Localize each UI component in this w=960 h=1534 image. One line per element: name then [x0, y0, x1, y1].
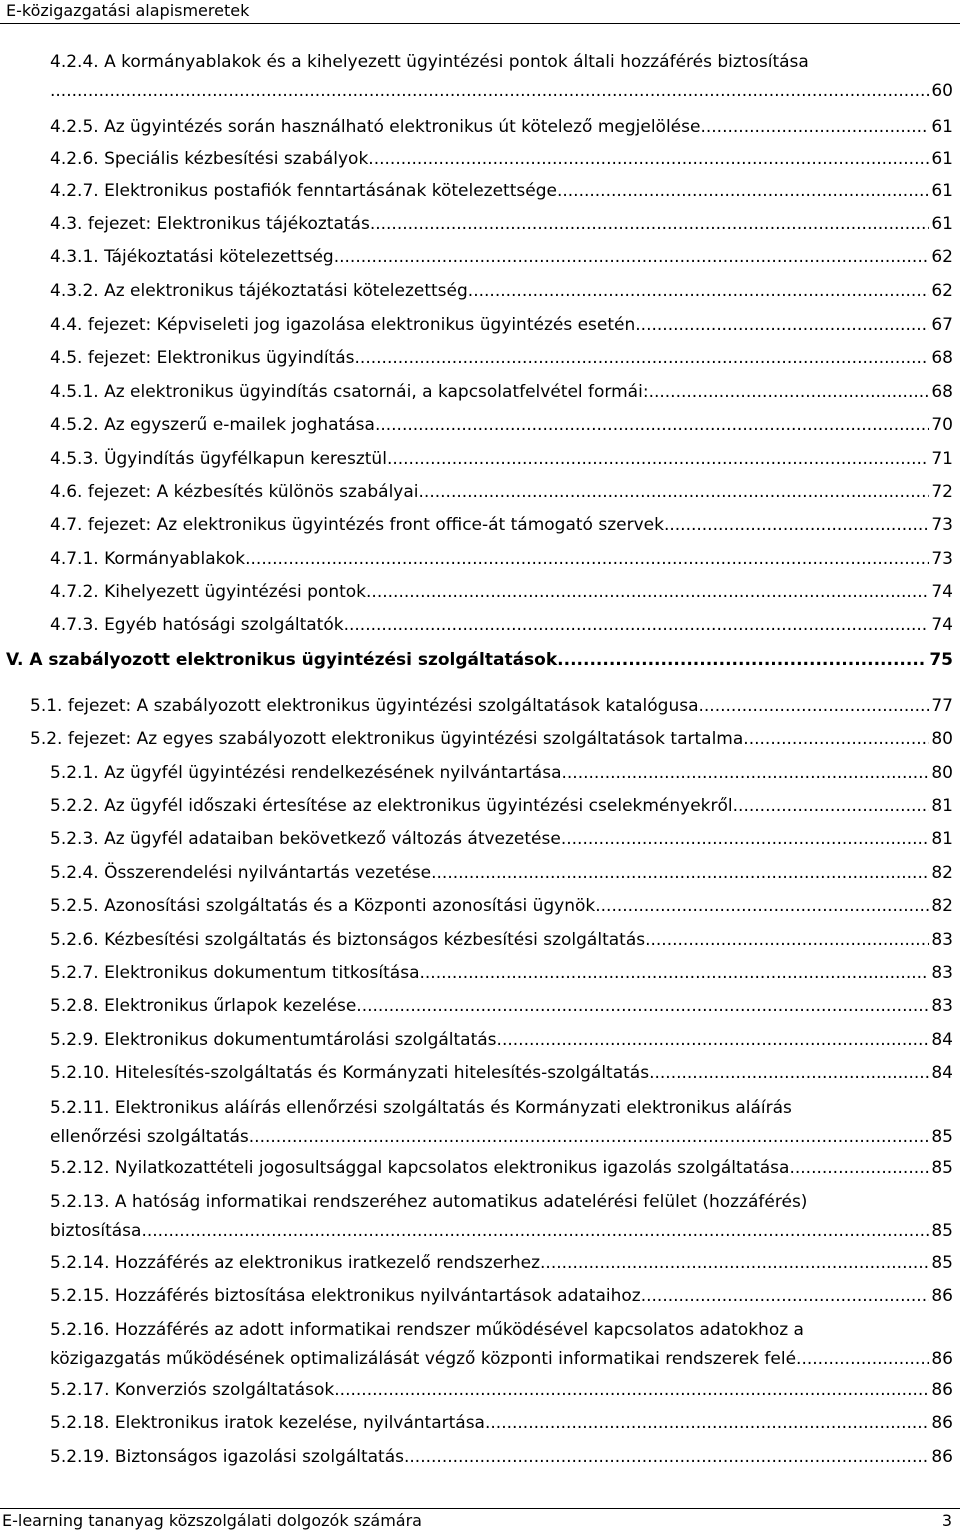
toc-leader: [562, 757, 930, 790]
toc-entry-title: 5.2.7. Elektronikus dokumentum titkosítása: [50, 963, 420, 983]
toc-entry[interactable]: [50, 543, 953, 576]
toc-entry-page: 75: [929, 650, 953, 670]
toc-entry[interactable]: [50, 143, 953, 176]
running-footer: [0, 1508, 960, 1534]
toc-entry-page: 60: [931, 81, 953, 101]
toc-entry[interactable]: [30, 723, 953, 756]
toc-leader: [419, 476, 930, 509]
toc-entry[interactable]: [50, 309, 953, 342]
toc-entry-title: 5.2.1. Az ügyfél ügyintézési rendelkezésének nyilvántartása: [50, 763, 562, 783]
toc-leader: [557, 175, 929, 208]
toc-entry-title-continued: közigazgatás működésének optimalizálását végző központi informatikai rendszerek felé: [50, 1349, 797, 1369]
toc-leader: [789, 1152, 929, 1185]
toc-entry[interactable]: [50, 275, 953, 308]
toc-leader: [375, 409, 929, 442]
toc-entry[interactable]: [50, 1441, 953, 1474]
toc-entry-page: 82: [931, 863, 953, 883]
toc-entry[interactable]: [50, 990, 953, 1023]
toc-entry-title: 5.2.8. Elektronikus űrlapok kezelése: [50, 996, 357, 1016]
toc-leader: [699, 690, 930, 723]
toc-entry-title: 4.4. fejezet: Képviseleti jog igazolása elektronikus ügyintézés esetén: [50, 315, 636, 335]
toc-entry-page: 85: [931, 1253, 953, 1273]
toc-entry-title: 5.2. fejezet: Az egyes szabályozott elektronikus ügyintézési szolgáltatások tartalma: [30, 729, 744, 749]
toc-entry-page: 86: [931, 1349, 953, 1369]
toc-entry-page: 83: [931, 996, 953, 1016]
toc-entry-title: 5.2.12. Nyilatkozattételi jogosultsággal kapcsolatos elektronikus igazolás szolgáltatása: [50, 1158, 790, 1178]
toc-entry[interactable]: [50, 790, 953, 823]
toc-entry-page: 85: [931, 1158, 953, 1178]
toc-entry-title-continued: ellenőrzési szolgáltatás: [50, 1127, 249, 1147]
toc-entry-page: 81: [931, 796, 953, 816]
toc-entry-page: 62: [931, 247, 953, 267]
toc-entry[interactable]: [50, 376, 953, 409]
toc-entry-title: 5.2.16. Hozzáférés az adott informatikai rendszer működésével kapcsolatos adatokhoz a: [50, 1320, 804, 1340]
toc-entry-title: 5.2.14. Hozzáférés az elektronikus iratkezelő rendszerhez: [50, 1253, 541, 1273]
toc-entry[interactable]: [50, 241, 953, 274]
toc-entry[interactable]: [50, 1280, 953, 1313]
toc-entry-title-continued: biztosítása: [50, 1221, 142, 1241]
toc-entry-page: 61: [931, 149, 953, 169]
toc-entry-title: 4.7. fejezet: Az elektronikus ügyintézés front office-át támogató szervek: [50, 515, 664, 535]
toc-entry-page: 84: [931, 1030, 953, 1050]
toc-entry-title: 4.5.1. Az elektronikus ügyindítás csatornái, a kapcsolatfelvétel formái:: [50, 382, 649, 402]
toc-entry-page: 84: [931, 1063, 953, 1083]
toc-entry-title: 5.2.17. Konverziós szolgáltatások: [50, 1380, 335, 1400]
toc-entry-title: 4.5.3. Ügyindítás ügyfélkapun keresztül: [50, 449, 387, 469]
toc-entry[interactable]: [50, 1316, 953, 1374]
toc-entry[interactable]: [50, 924, 953, 957]
page-number: 3: [941, 1511, 952, 1530]
toc-entry[interactable]: [50, 342, 953, 375]
toc-leader: [649, 1057, 929, 1090]
toc-entry-page: 86: [931, 1413, 953, 1433]
toc-entry-page: 74: [931, 582, 953, 602]
toc-entry-title: 5.2.2. Az ügyfél időszaki értesítése az elektronikus ügyintézési cselekményekről: [50, 796, 733, 816]
toc-leader: [540, 1247, 929, 1280]
toc-leader: [557, 644, 927, 677]
toc-entry[interactable]: [50, 48, 953, 106]
toc-entry-page: 85: [931, 1127, 953, 1147]
toc-entry-page: 68: [931, 348, 953, 368]
toc-entry[interactable]: [50, 857, 953, 890]
toc-leader: [387, 443, 929, 476]
toc-entry-title: 5.2.18. Elektronikus iratok kezelése, nyilvántartása: [50, 1413, 485, 1433]
toc-entry-page: 74: [931, 615, 953, 635]
toc-entry-title: 4.6. fejezet: A kézbesítés különös szabályai: [50, 482, 419, 502]
toc-leader: [595, 890, 929, 923]
toc-entry[interactable]: [50, 409, 953, 442]
toc-entry-page: 62: [931, 281, 953, 301]
toc-leader: [645, 924, 929, 957]
toc-entry[interactable]: [50, 509, 953, 542]
header-title: E-közigazgatási alapismeretek: [6, 1, 250, 20]
toc-entry-title: 4.7.2. Kihelyezett ügyintézési pontok: [50, 582, 367, 602]
toc-entry-page: 86: [931, 1380, 953, 1400]
toc-entry[interactable]: [50, 111, 953, 144]
toc-leader: [468, 275, 930, 308]
toc-leader: [370, 208, 930, 241]
toc-entry-page: 61: [931, 117, 953, 137]
toc-entry-title: 5.2.6. Kézbesítési szolgáltatás és biztonságos kézbesítési szolgáltatás: [50, 930, 646, 950]
toc-leader: [664, 509, 929, 542]
toc-leader: [635, 309, 929, 342]
toc-part-heading[interactable]: [6, 644, 953, 677]
toc-entry-title: 4.2.4. A kormányablakok és a kihelyezett ügyintézési pontok általi hozzáférés biztosítása: [50, 52, 809, 72]
toc-entry-title: 5.2.11. Elektronikus aláírás ellenőrzési szolgáltatás és Kormányzati elektronikus aláírás: [50, 1098, 792, 1118]
toc-entry[interactable]: [50, 476, 953, 509]
toc-leader: [431, 857, 929, 890]
toc-entry-page: 71: [931, 449, 953, 469]
toc-entry-title: 4.5.2. Az egyszerű e-mailek joghatása: [50, 415, 375, 435]
toc-entry[interactable]: [50, 1188, 953, 1246]
toc-leader: [419, 957, 929, 990]
toc-entry[interactable]: [50, 1094, 953, 1152]
toc-entry[interactable]: [50, 1057, 953, 1090]
toc-leader: [743, 723, 929, 756]
toc-entry-title: 4.7.1. Kormányablakok: [50, 549, 246, 569]
toc-entry-title: V. A szabályozott elektronikus ügyintézési szolgáltatások: [6, 650, 558, 670]
toc-entry-page: 72: [931, 482, 953, 502]
toc-entry-title: 5.2.19. Biztonságos igazolási szolgáltatás: [50, 1447, 404, 1467]
toc-leader: [368, 143, 929, 176]
toc-leader: [733, 790, 930, 823]
toc-leader: [245, 543, 929, 576]
toc-leader: [249, 1123, 930, 1152]
toc-entry-page: 80: [931, 763, 953, 783]
toc-entry-page: 73: [931, 515, 953, 535]
toc-leader: [334, 241, 930, 274]
toc-leader: [356, 990, 929, 1023]
toc-entry[interactable]: [30, 690, 953, 723]
toc-leader: [366, 576, 929, 609]
toc-leader: [641, 1280, 930, 1313]
toc-entry[interactable]: [50, 757, 953, 790]
toc-entry-title: 4.2.7. Elektronikus postafiók fenntartásának kötelezettsége: [50, 181, 557, 201]
toc-entry-title: 5.2.10. Hitelesítés-szolgáltatás és Kormányzati hitelesítés-szolgáltatás: [50, 1063, 650, 1083]
toc-leader: [700, 111, 929, 144]
toc-entry[interactable]: [50, 443, 953, 476]
toc-entry-title: 5.2.13. A hatóság informatikai rendszeréhez automatikus adatelérési felület (hozzáférés): [50, 1192, 808, 1212]
toc-entry-title: 5.2.15. Hozzáférés biztosítása elektronikus nyilvántartások adataihoz: [50, 1286, 641, 1306]
toc-leader: [141, 1217, 929, 1246]
toc-entry-page: 61: [931, 214, 953, 234]
toc-entry[interactable]: [50, 175, 953, 208]
toc-entry-page: 77: [931, 696, 953, 716]
toc-entry[interactable]: [50, 1247, 953, 1280]
toc-entry[interactable]: [50, 1374, 953, 1407]
toc-leader: [344, 609, 930, 642]
toc-entry-page: 80: [931, 729, 953, 749]
toc-leader: [561, 823, 930, 856]
toc-entry-title: 5.2.5. Azonosítási szolgáltatás és a Központi azonosítási ügynök: [50, 896, 596, 916]
toc-entry[interactable]: [50, 208, 953, 241]
toc-leader: [497, 1024, 930, 1057]
toc-leader: [404, 1441, 929, 1474]
toc-entry-title: 5.2.4. Összerendelési nyilvántartás vezetése: [50, 863, 432, 883]
toc-entry[interactable]: [50, 1407, 953, 1440]
toc-entry-title: 4.3.1. Tájékoztatási kötelezettség: [50, 247, 334, 267]
toc-entry-page: 73: [931, 549, 953, 569]
toc-entry-page: 82: [931, 896, 953, 916]
toc-entry[interactable]: [50, 1024, 953, 1057]
toc-entry-title: 4.5. fejezet: Elektronikus ügyindítás: [50, 348, 355, 368]
toc-entry-page: 61: [931, 181, 953, 201]
toc-entry-title: 5.2.9. Elektronikus dokumentumtárolási szolgáltatás: [50, 1030, 497, 1050]
toc-entry-page: 83: [931, 963, 953, 983]
toc-entry-page: 70: [931, 415, 953, 435]
toc-entry-title: 4.3.2. Az elektronikus tájékoztatási kötelezettség: [50, 281, 468, 301]
toc-leader: [485, 1407, 929, 1440]
toc-entry[interactable]: [50, 823, 953, 856]
toc-entry-title: 5.1. fejezet: A szabályozott elektronikus ügyintézési szolgáltatások katalógusa: [30, 696, 699, 716]
toc-leader: [355, 342, 930, 375]
toc-leader: [649, 376, 930, 409]
toc-entry-title: 4.2.5. Az ügyintézés során használható elektronikus út kötelező megjelölése: [50, 117, 701, 137]
toc-entry-title: 4.3. fejezet: Elektronikus tájékoztatás: [50, 214, 370, 234]
toc-leader: [50, 77, 929, 106]
toc-entry-page: 85: [931, 1221, 953, 1241]
toc-entry[interactable]: [50, 890, 953, 923]
toc-entry[interactable]: [50, 957, 953, 990]
toc-leader: [796, 1345, 929, 1374]
toc-entry-page: 86: [931, 1286, 953, 1306]
toc-entry-page: 86: [931, 1447, 953, 1467]
toc-entry-page: 68: [931, 382, 953, 402]
toc-entry[interactable]: [50, 609, 953, 642]
toc-entry-title: 5.2.3. Az ügyfél adataiban bekövetkező változás átvezetése: [50, 829, 561, 849]
toc-entry-page: 67: [931, 315, 953, 335]
footer-text: E-learning tananyag közszolgálati dolgozók számára: [2, 1511, 422, 1530]
toc-entry-title: 4.7.3. Egyéb hatósági szolgáltatók: [50, 615, 344, 635]
toc-entry-page: 81: [931, 829, 953, 849]
toc-entry[interactable]: [50, 1152, 953, 1185]
toc-entry-title: 4.2.6. Speciális kézbesítési szabályok: [50, 149, 369, 169]
toc-leader: [334, 1374, 929, 1407]
toc-entry-page: 83: [931, 930, 953, 950]
toc-entry[interactable]: [50, 576, 953, 609]
